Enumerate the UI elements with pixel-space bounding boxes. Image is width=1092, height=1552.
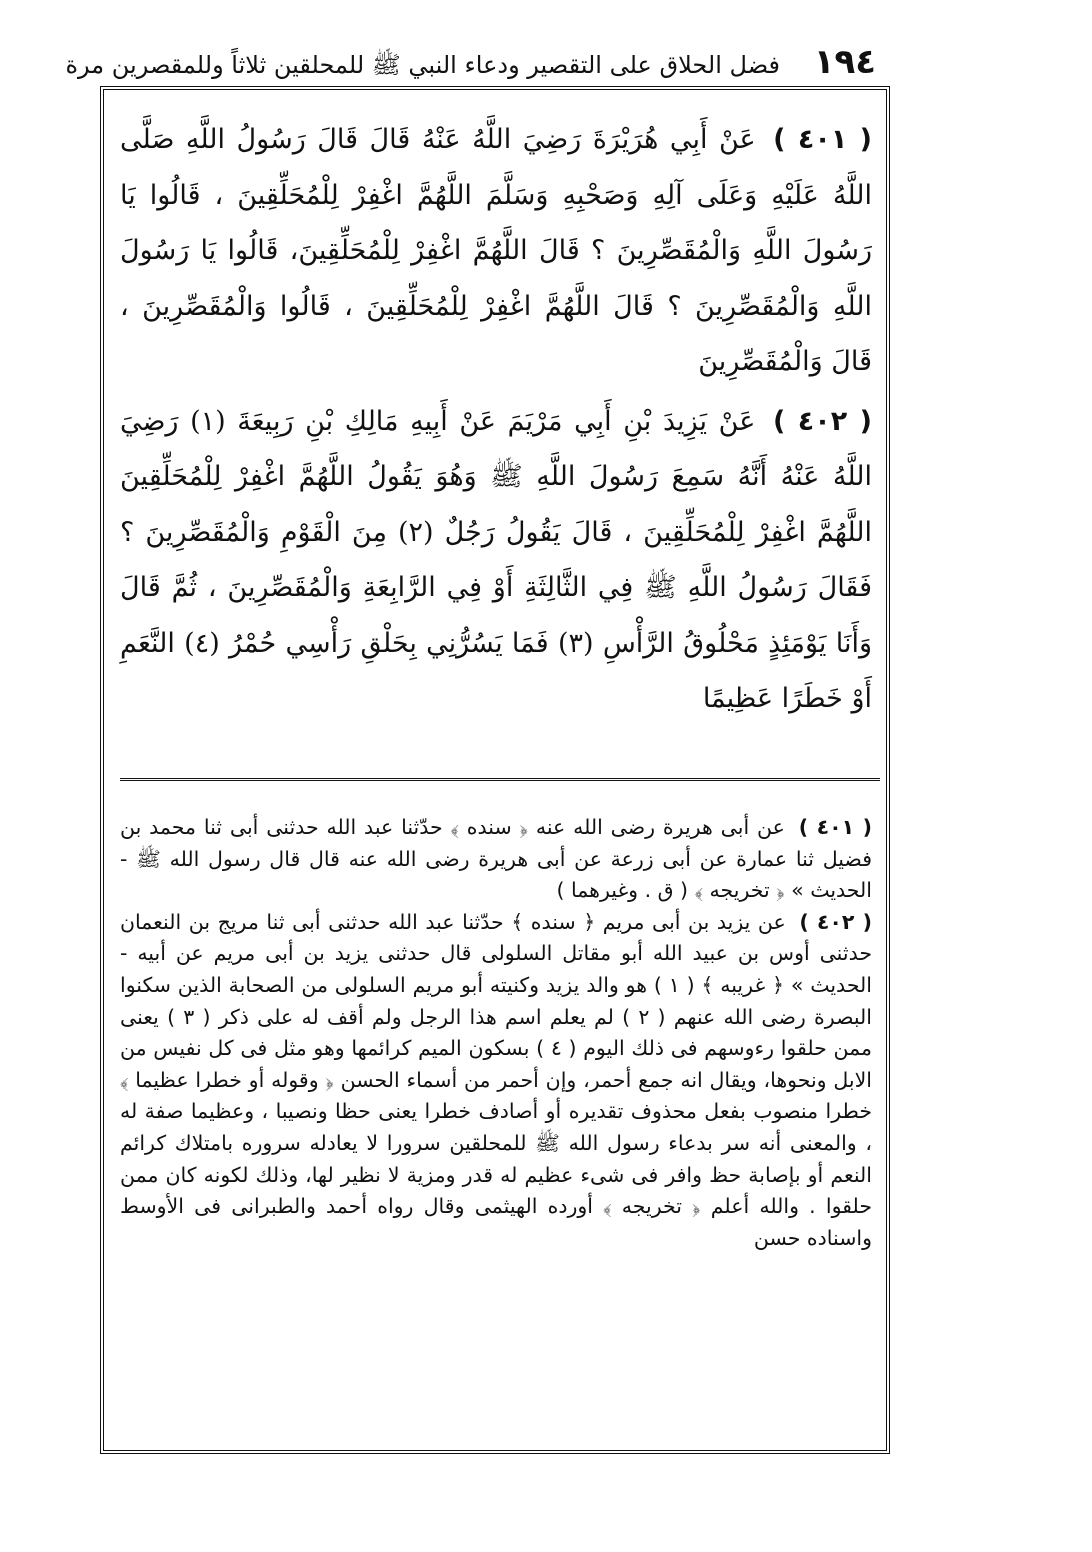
hadith-402 [120, 394, 872, 727]
section-divider [120, 778, 880, 781]
commentary-body: عن أبى هريرة رضى الله عنه ﴿ سنده ﴾ حدّثنا عبد الله حدثنى أبى ثنا محمد بن فضيل ثنا عمارة عن أبى زرعة عن أبى هريرة رضى الله عنه قال قال رسول الله ﷺ - الحديث » ﴿ تخريجه ﴾ ( ق . وغيرهما ) [120, 815, 872, 903]
page-header [65, 40, 890, 88]
commentary-block [120, 812, 872, 1254]
hadith-text-block [120, 112, 872, 731]
commentary-402 [120, 907, 872, 1255]
commentary-body: عن يزيد بن أبى مريم ﴿ سنده ﴾ حدّثنا عبد الله حدثنى أبى ثنا مريج بن النعمان حدثنى أوس بن عبيد الله أبو مقاتل السلولى قال حدثنى يزيد بن أبى مريم عن أبيه - الحديث » ﴿ غريبه ﴾ ( ١ ) هو والد يزيد وكنيته أبو مريم السلولى من الصحابة الذين سكنوا البصرة رضى الله عنهم ( ٢ ) لم يعلم اسم هذا الرجل ولم أقف له على ذكر ( ٣ ) يعنى ممن حلقوا رءوسهم فى ذلك اليوم ( ٤ ) بسكون الميم كرائمها وهو مثل فى كل نفيس من الابل ونحوها، ويقال انه جمع أحمر، وإن أحمر من أسماء الحسن ﴿ وقوله أو خطرا عظيما ﴾ خطرا منصوب بفعل محذوف تقديره أو أصادف خطرا يعنى حظا ونصيبا ، وعظيما صفة له ، والمعنى أنه سر بدعاء رسول الله ﷺ للمحلقين سرورا لا يعادله سروره بامتلاك كرائم النعم أو بإصابة حظ وافر فى شىء عظيم له قدر ومزية لا نظير لها، وذلك لكونه كان ممن حلقوا . والله أعلم ﴿ تخريجه ﴾ أورده الهيثمى وقال رواه أحمد والطبرانى فى الأوسط واسناده حسن [120, 909, 872, 1250]
commentary-number: ( ٤٠١ ) [798, 815, 872, 839]
page-number: ١٩٤ [813, 42, 876, 82]
page-title: فضل الحلاق على التقصير ودعاء النبي ﷺ للمحلقين ثلاثاً وللمقصرين مرة [65, 51, 780, 79]
hadith-number: ( ٤٠١ ) [773, 124, 872, 155]
hadith-number: ( ٤٠٢ ) [772, 405, 872, 437]
commentary-401 [120, 812, 872, 907]
hadith-body: عَنْ يَزِيدَ بْنِ أَبِي مَرْيَمَ عَنْ أَبِيهِ مَالِكِ بْنِ رَبِيعَةَ (١) رَضِيَ اللَّهُ عَنْهُ أَنَّهُ سَمِعَ رَسُولَ اللَّهِ ﷺ وَهُوَ يَقُولُ اللَّهُمَّ اغْفِرْ لِلْمُحَلِّقِينَ اللَّهُمَّ اغْفِرْ لِلْمُحَلِّقِينَ ، قَالَ يَقُولُ رَجُلٌ (٢) مِنَ الْقَوْمِ وَالْمُقَصِّرِينَ ؟ فَقَالَ رَسُولُ اللَّهِ ﷺ فِي الثَّالِثَةِ أَوْ فِي الرَّابِعَةِ وَالْمُقَصِّرِينَ ، ثُمَّ قَالَ وَأَنَا يَوْمَئِذٍ مَحْلُوقُ الرَّأْسِ (٣) فَمَا يَسُرُّنِي بِحَلْقِ رَأْسِي حُمْرُ (٤) النَّعَمِ أَوْ خَطَرًا عَظِيمًا [120, 405, 872, 714]
hadith-body: عَنْ أَبِي هُرَيْرَةَ رَضِيَ اللَّهُ عَنْهُ قَالَ قَالَ رَسُولُ اللَّهِ صَلَّى اللَّهُ عَلَيْهِ وَعَلَى آلِهِ وَصَحْبِهِ وَسَلَّمَ اللَّهُمَّ اغْفِرْ لِلْمُحَلِّقِينَ ، قَالُوا يَا رَسُولَ اللَّهِ وَالْمُقَصِّرِينَ ؟ قَالَ اللَّهُمَّ اغْفِرْ لِلْمُحَلِّقِينَ، قَالُوا يَا رَسُولَ اللَّهِ وَالْمُقَصِّرِينَ ؟ قَالَ اللَّهُمَّ اغْفِرْ لِلْمُحَلِّقِينَ ، قَالُوا وَالْمُقَصِّرِينَ ، قَالَ وَالْمُقَصِّرِينَ [120, 124, 872, 377]
commentary-number: ( ٤٠٢ ) [799, 909, 872, 934]
hadith-401 [120, 112, 872, 390]
